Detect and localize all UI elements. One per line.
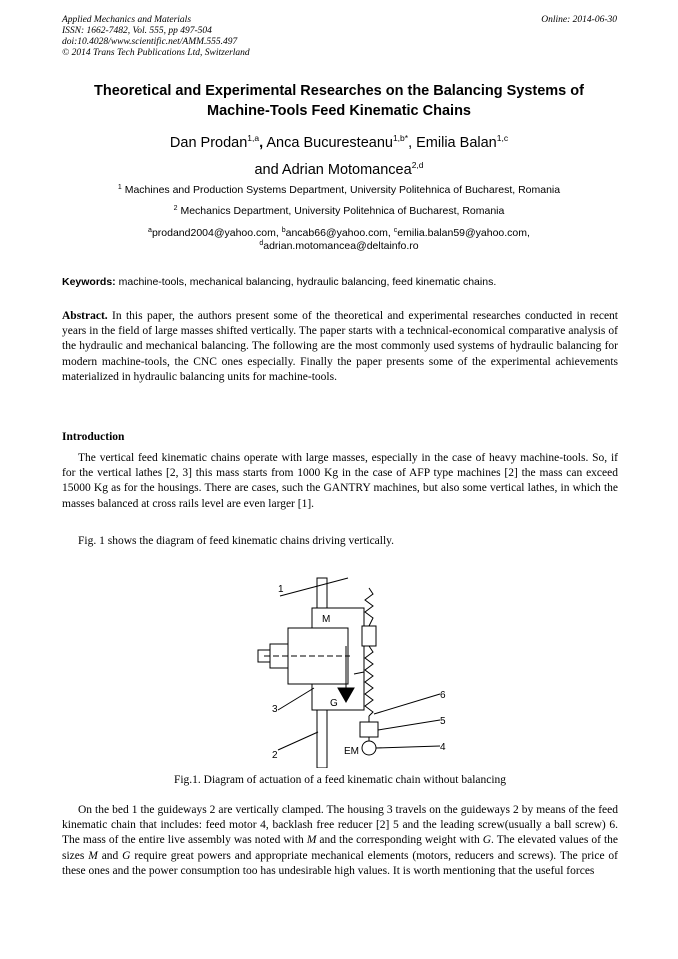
author-sup: 2,d [411, 160, 424, 170]
figure-label-weight: G [330, 698, 338, 709]
keywords [62, 276, 618, 288]
author-sep: , [259, 135, 264, 151]
author-name: Dan Prodan [169, 135, 248, 151]
reducer [360, 722, 378, 737]
journal-header [62, 15, 617, 59]
feed-motor [362, 741, 376, 755]
author-name: Emilia Balan [416, 135, 497, 151]
copyright-line: © 2014 Trans Tech Publications Ltd, Switzerland [62, 48, 250, 58]
body-paragraph-3 [62, 803, 618, 879]
author-name: Adrian Motomancea [281, 162, 412, 178]
title-line-1: Theoretical and Experimental Researches on the Balancing Systems of [94, 83, 584, 99]
figure-1 [240, 570, 460, 768]
figure-label-5: 5 [440, 716, 446, 727]
affil-text: Mechanics Department, University Politehnica of Bucharest, Romania [180, 205, 505, 217]
email-text: adrian.motomancea@deltainfo.ro [263, 240, 419, 252]
author-sup: 1,a [247, 133, 260, 143]
intro-paragraph-1: The vertical feed kinematic chains operate with large masses, especially in the case of heavy machine-tools. So, if for the vertical lathes [2, 3] this mass starts from 1000 Kg in the case of AFP type machines [2] the mass can exceed 15000 Kg as for the housings. There are cases, such the GANTRY machines, but also some vertical lathes, in which the masses balanced at cross rails level are even larger [1]. [62, 452, 618, 510]
email-text: prodand2004@yahoo.com, [151, 227, 279, 239]
leader-3 [278, 688, 314, 710]
issn-line: ISSN: 1662-7482, Vol. 555, pp 497-504 [62, 26, 212, 36]
affiliation-1 [20, 184, 658, 197]
keywords-label: Keywords: [62, 276, 116, 288]
leading-screw-bottom [365, 646, 373, 716]
leader-4 [376, 746, 440, 748]
leading-screw-top [365, 588, 373, 626]
p3-var-g: G [482, 834, 492, 847]
email-sup: c [393, 227, 398, 234]
author-conj: and [254, 162, 279, 178]
email-sup: a [148, 227, 152, 234]
section-heading: Introduction [62, 431, 125, 443]
figure-label-6: 6 [440, 690, 446, 701]
figure-label-3: 3 [272, 704, 278, 715]
affil-sup: 1 [117, 184, 122, 191]
leader-2 [278, 732, 318, 750]
figure-caption: Fig.1. Diagram of actuation of a feed kinematic chain without balancing [173, 774, 507, 786]
leader-5 [378, 720, 440, 730]
affil-sup: 2 [173, 205, 178, 212]
p3-var-m: M [306, 834, 317, 847]
p3-var-m2: M [88, 849, 98, 862]
email-sup: b [281, 227, 286, 234]
affiliation-2 [20, 205, 658, 218]
figure-label-motor: EM [344, 746, 359, 757]
p3-text-d: and [97, 849, 123, 862]
author-sup: 1,c [496, 133, 509, 143]
bed-line [280, 578, 348, 596]
p3-var-g2: G [122, 849, 131, 862]
online-date: Online: 2014-06-30 [541, 15, 617, 25]
leader-6 [374, 694, 440, 714]
abstract-text: In this paper, the authors present some of the theoretical and experimental researches conducted in recent years in the field of large masses shifted vertically. The paper starts with a technical-economical comparative analysis of the hydraulic and mechanical balancing. The following are the most commonly used systems of hydraulic balancing for modern machine-tools, the CNC ones especially. Finally the paper presents some of the experimental achievements materialized in hydraulic balancing units for machine-tools. [62, 310, 619, 383]
p3-text-c: . The elevated values of the sizes [62, 834, 618, 862]
figure-label-2: 2 [272, 750, 278, 761]
screw-nut [362, 626, 376, 646]
p3-text-a: On the bed 1 the guideways 2 are vertically clamped. The housing 3 travels on the guideways 2 by means of the feed kinematic chain that includes: feed motor 4, backlash free reducer [2] 5 and the leading screw(usually a ball screw) 6. The mass of the entire live assembly was noted with [62, 804, 618, 847]
email-line-2 [20, 240, 658, 253]
email-text: ancab66@yahoo.com, [285, 227, 391, 239]
author-sep: , [408, 135, 413, 151]
author-line-2 [40, 157, 638, 184]
doi-line: doi:10.4028/www.scientific.net/AMM.555.497 [62, 37, 238, 47]
author-list [40, 130, 638, 184]
figure-label-1: 1 [278, 584, 284, 595]
keywords-text: machine-tools, mechanical balancing, hydraulic balancing, feed kinematic chains. [118, 276, 497, 288]
introduction-heading [62, 430, 618, 445]
intro-paragraph-2: Fig. 1 shows the diagram of feed kinematic chains driving vertically. [78, 535, 395, 547]
abstract [62, 309, 618, 385]
paper-title [40, 81, 638, 121]
journal-name: Applied Mechanics and Materials [62, 15, 192, 25]
email-line-1 [20, 227, 658, 240]
author-line-1 [40, 130, 638, 157]
p3-text-e: require great powers and appropriate mechanical elements (motors, reducers and screws). The price of these ones and the power consumption too has undesirable high values. It is worth mentioning that the useful forces [62, 849, 619, 877]
figure-label-4: 4 [440, 742, 446, 753]
feed-chain-diagram [240, 570, 460, 768]
email-text: emilia.balan59@yahoo.com, [397, 227, 530, 239]
abstract-label: Abstract. [62, 310, 108, 322]
author-name: Anca Bucuresteanu [266, 135, 393, 151]
author-sup: 1,b* [392, 133, 409, 143]
email-sup: d [259, 240, 264, 247]
figure-label-mass: M [322, 614, 331, 625]
affil-text: Machines and Production Systems Department, University Politehnica of Bucharest, Romania [124, 184, 561, 196]
title-line-2: Machine-Tools Feed Kinematic Chains [206, 103, 471, 119]
p3-text-b: and the corresponding weight with [316, 834, 483, 847]
